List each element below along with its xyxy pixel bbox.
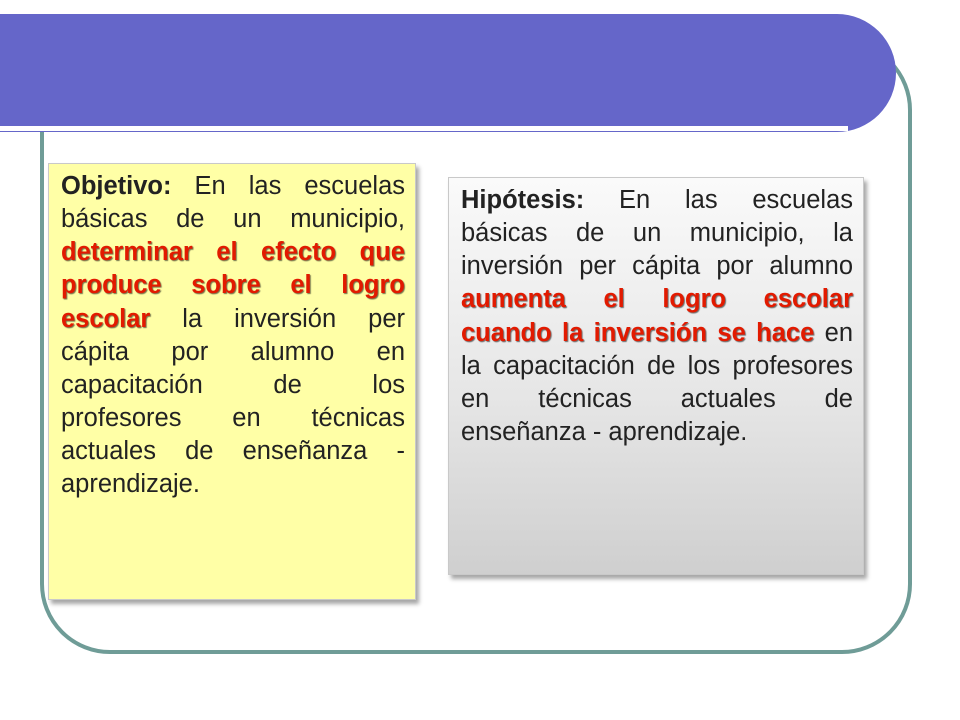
- objetivo-text-before: En las escuelas básicas de un municipio,: [61, 172, 405, 234]
- objetivo-label: Objetivo:: [61, 172, 172, 200]
- header-divider: [0, 126, 848, 131]
- hipotesis-label: Hipótesis:: [461, 186, 585, 214]
- hipotesis-box: [448, 177, 864, 575]
- hipotesis-highlight: aumenta el logro escolar cuando la inversión se hace: [461, 285, 853, 347]
- hipotesis-text-before: En las escuelas básicas de un municipio, la inversión per cápita por alumno: [461, 186, 853, 281]
- hipotesis-text-after: en la capacitación de los profesores en técnicas actuales de enseñanza - aprendizaje.: [461, 318, 853, 446]
- header-band: [0, 14, 896, 132]
- objetivo-text-after: la inversión per cápita por alumno en capacitación de los profesores en técnicas actuales de enseñanza - aprendizaje.: [61, 304, 405, 499]
- objetivo-box: [48, 163, 416, 600]
- objetivo-highlight: determinar el efecto que produce sobre el logro escolar: [61, 238, 405, 333]
